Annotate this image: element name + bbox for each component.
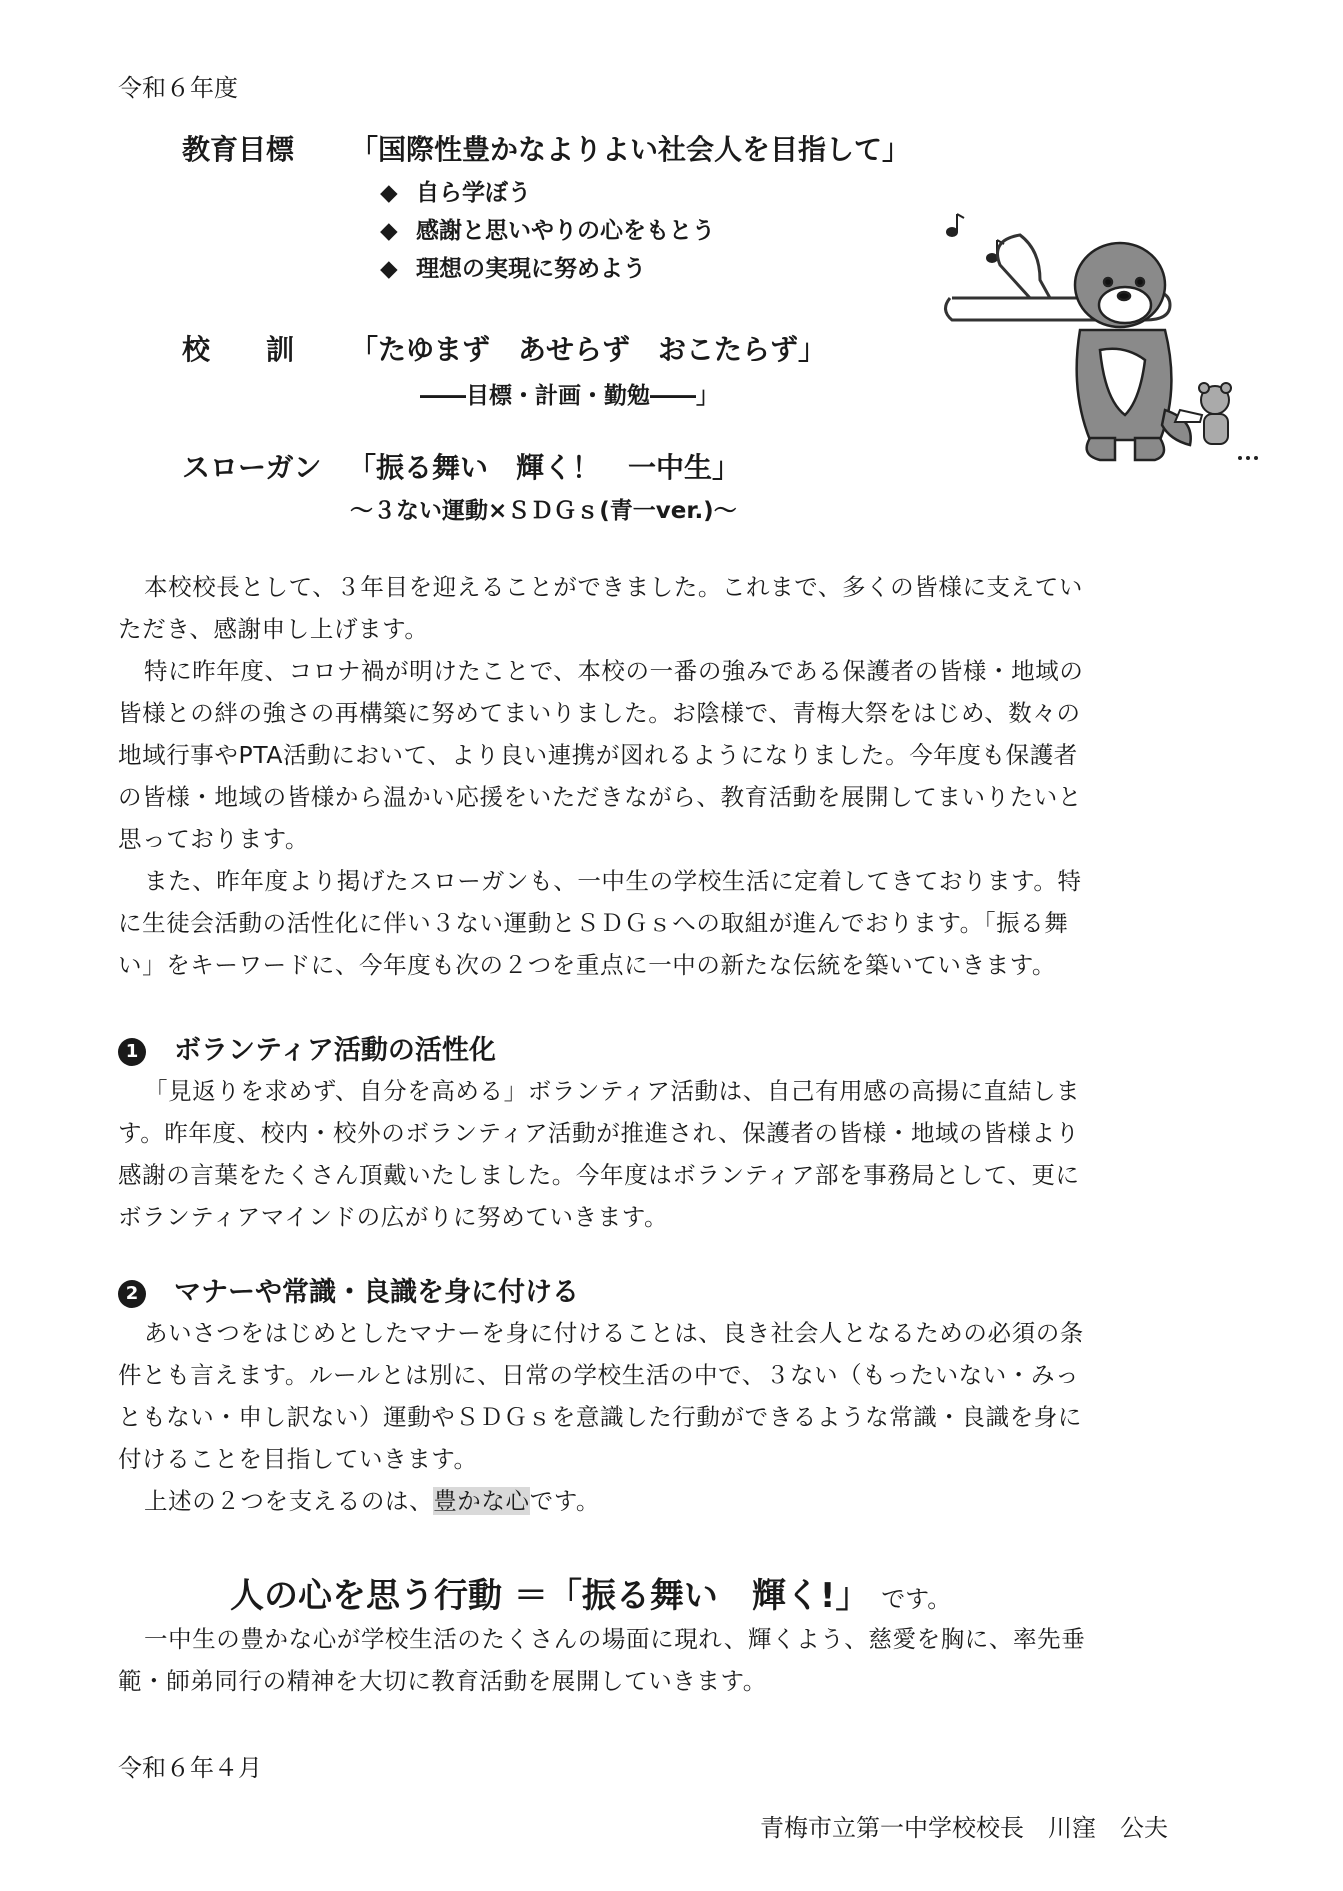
text-line: ボランティアマインドの広がりに努めていきます。 <box>118 1203 669 1231</box>
motto-subtext: ――目標・計画・勤勉――」 <box>420 383 719 409</box>
fiscal-year: 令和６年度 <box>118 74 238 102</box>
goal-item <box>380 212 715 245</box>
closing-paragraph <box>118 1618 1228 1702</box>
text-line: 感謝の言葉をたくさん頂戴いたしました。今年度はボランティア部を事務局として、更に <box>118 1161 1080 1189</box>
text-fragment: です。 <box>529 1487 601 1515</box>
text-line: 一中生の豊かな心が学校生活のたくさんの場面に現れ、輝くよう、慈愛を胸に、率先垂 <box>144 1625 1086 1653</box>
key-statement-tail: です。 <box>881 1585 952 1613</box>
section-paragraph <box>118 1070 1228 1238</box>
text-line: 件とも言えます。ルールとは別に、日常の学校生活の中で、３ない（もったいない・みっ <box>118 1361 1080 1389</box>
goal-label: 教育目標 <box>182 133 295 166</box>
slogan-text: 「振る舞い 輝く！ 一中生」 <box>348 451 741 484</box>
text-line: 範・師弟同行の精神を大切に教育活動を展開していきます。 <box>118 1667 767 1695</box>
text-line: の皆様・地域の皆様から温かい応援をいただきながら、教育活動を展開してまいりたいと <box>118 783 1082 811</box>
text-fragment: 上述の２つを支えるのは、 <box>144 1487 434 1515</box>
section-paragraph <box>118 1312 1228 1522</box>
key-statement-text: 人の心を思う行動 ＝「振る舞い 輝く!」 <box>230 1576 870 1616</box>
section-title: マナーや常識・良識を身に付ける <box>174 1277 579 1308</box>
diamond-bullet-icon: ◆ <box>380 256 398 282</box>
signature: 青梅市立第一中学校校長 川窪 公夫 <box>760 1814 1168 1842</box>
text-line: 付けることを目指していきます。 <box>118 1445 478 1473</box>
text-line: 地域行事やPTA活動において、より良い連携が図れるようになりました。今年度も保護者 <box>118 741 1078 769</box>
goal-text: 「国際性豊かなよりよい社会人を目指して」 <box>350 133 911 166</box>
goal-item-text: 自ら学ぼう <box>416 180 532 206</box>
text-line: ただき、感謝申し上げます。 <box>118 615 429 643</box>
slogan-subtext: ～３ない運動×ＳＤＧｓ(青一ver.)～ <box>350 498 737 524</box>
goal-item <box>380 174 531 207</box>
circled-number-icon: 1 <box>118 1038 146 1066</box>
goal-item-text: 理想の実現に努めよう <box>416 256 647 282</box>
motto-text: 「たゆまず あせらず おこたらず」 <box>350 333 827 366</box>
slogan-label: スローガン <box>182 451 322 484</box>
text-line: に生徒会活動の活性化に伴い３ない運動とＳＤＧｓへの取組が進んでおります。「振る舞 <box>118 909 1069 937</box>
intro-paragraph <box>118 566 1228 986</box>
diamond-bullet-icon: ◆ <box>380 218 398 244</box>
section-title: ボランティア活動の活性化 <box>174 1035 496 1066</box>
circled-number-icon: 2 <box>118 1280 146 1308</box>
text-line: す。昨年度、校内・校外のボランティア活動が推進され、保護者の皆様・地域の皆様より <box>118 1119 1080 1147</box>
text-line: ともない・申し訳ない）運動やＳＤＧｓを意識した行動ができるような常識・良識を身に <box>118 1403 1082 1431</box>
goal-item <box>380 250 646 283</box>
text-line: 本校校長として、３年目を迎えることができました。これまで、多くの皆様に支えてい <box>144 573 1083 601</box>
closing-date: 令和６年４月 <box>118 1754 262 1782</box>
key-statement <box>230 1568 951 1617</box>
text-line: 特に昨年度、コロナ禍が明けたことで、本校の一番の強みである保護者の皆様・地域の <box>144 657 1084 685</box>
goal-item-text: 感謝と思いやりの心をもとう <box>416 218 716 244</box>
section-heading <box>118 1270 579 1309</box>
text-line: また、昨年度より掲げたスローガンも、一中生の学校生活に定着してきております。特 <box>144 867 1082 895</box>
otter-trombone-illustration <box>930 210 1260 480</box>
section-heading <box>118 1028 496 1067</box>
text-line <box>118 1480 1228 1522</box>
text-line: 思っております。 <box>118 825 309 853</box>
motto-label: 校 訓 <box>182 333 295 366</box>
text-line: い」をキーワードに、今年度も次の２つを重点に一中の新たな伝統を築いていきます。 <box>118 951 1057 979</box>
diamond-bullet-icon: ◆ <box>380 180 398 206</box>
text-line: 皆様との絆の強さの再構築に努めてまいりました。お陰様で、青梅大祭をはじめ、数々の <box>118 699 1081 727</box>
text-line: 「見返りを求めず、自分を高める」ボランティア活動は、自己有用感の高揚に直結しま <box>144 1077 1081 1105</box>
text-line: あいさつをはじめとしたマナーを身に付けることは、良き社会人となるための必須の条 <box>144 1319 1084 1347</box>
highlighted-text: 豊かな心 <box>433 1487 530 1515</box>
